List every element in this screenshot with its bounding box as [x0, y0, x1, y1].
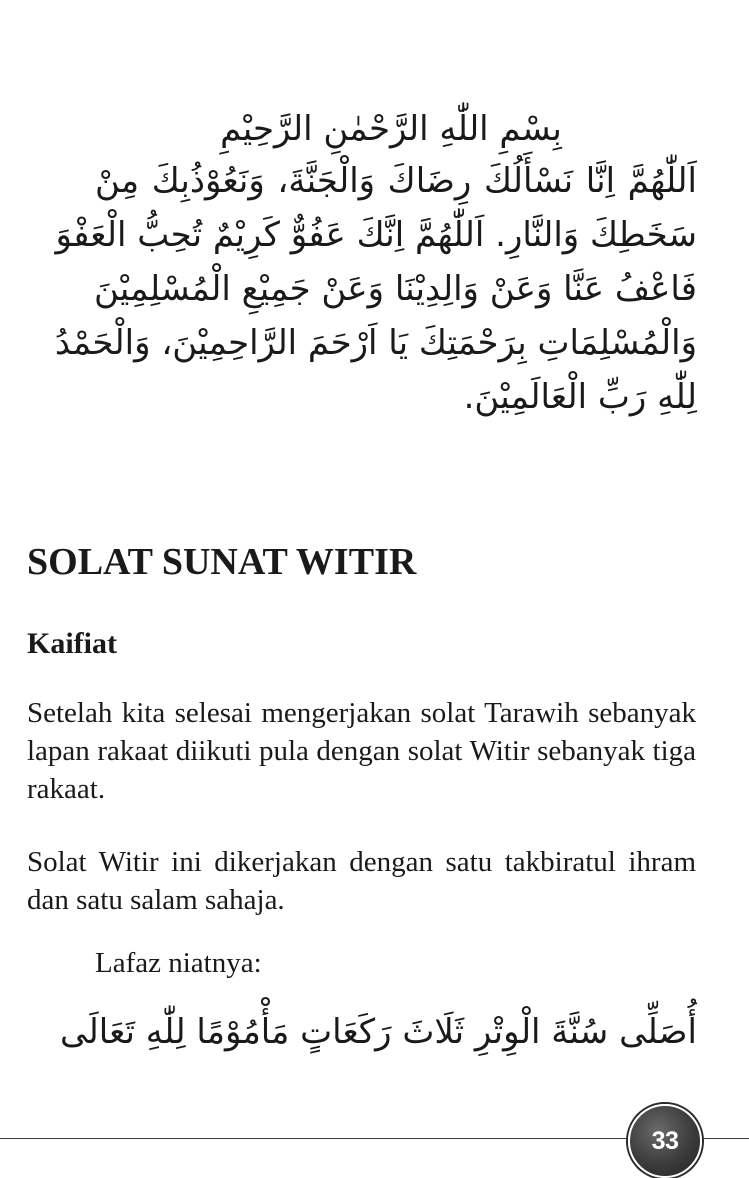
paragraph-1: Setelah kita selesai mengerjakan solat Tarawih sebanyak lapan rakaat diikuti pula dengan solat Witir sebanyak tiga rakaat.	[27, 697, 696, 805]
basmalah: بِسْمِ اللّٰهِ الرَّحْمٰنِ الرَّحِيْمِ	[220, 109, 562, 149]
section-title: SOLAT SUNAT WITIR	[27, 541, 417, 583]
page-number-badge	[628, 1104, 702, 1178]
niat-arabic: أُصَلِّى سُنَّةَ الْوِتْرِ ثَلَاثَ رَكَعَاتٍ مَأْمُوْمًا لِلّٰهِ تَعَالَى	[60, 1012, 697, 1052]
arabic-doa-block	[54, 104, 697, 424]
page-number: 33	[651, 1126, 679, 1155]
doa-line-4: وَالْمُسْلِمَاتِ بِرَحْمَتِكَ يَا اَرْحَمَ الرَّاحِمِيْنَ، وَالْحَمْدُ	[54, 323, 697, 363]
doa-line-5: لِلّٰهِ رَبِّ الْعَالَمِيْنَ.	[463, 377, 697, 417]
section-subtitle: Kaifiat	[27, 627, 117, 660]
doa-line-3: فَاعْفُ عَنَّا وَعَنْ وَالِدِيْنَا وَعَنْ جَمِيْعِ الْمُسْلِمِيْنَ	[93, 269, 697, 309]
doa-line-2: سَخَطِكَ وَالنَّارِ. اَللّٰهُمَّ اِنَّكَ عَفُوٌّ كَرِيْمٌ تُحِبُّ الْعَفْوَ	[55, 215, 697, 255]
lafaz-label: Lafaz niatnya:	[95, 947, 262, 979]
paragraph-2: Solat Witir ini dikerjakan dengan satu takbiratul ihram dan satu salam sahaja.	[27, 846, 696, 916]
doa-line-1: اَللّٰهُمَّ اِنَّا نَسْأَلُكَ رِضَاكَ وَالْجَنَّةَ، وَنَعُوْذُبِكَ مِنْ	[95, 161, 697, 201]
